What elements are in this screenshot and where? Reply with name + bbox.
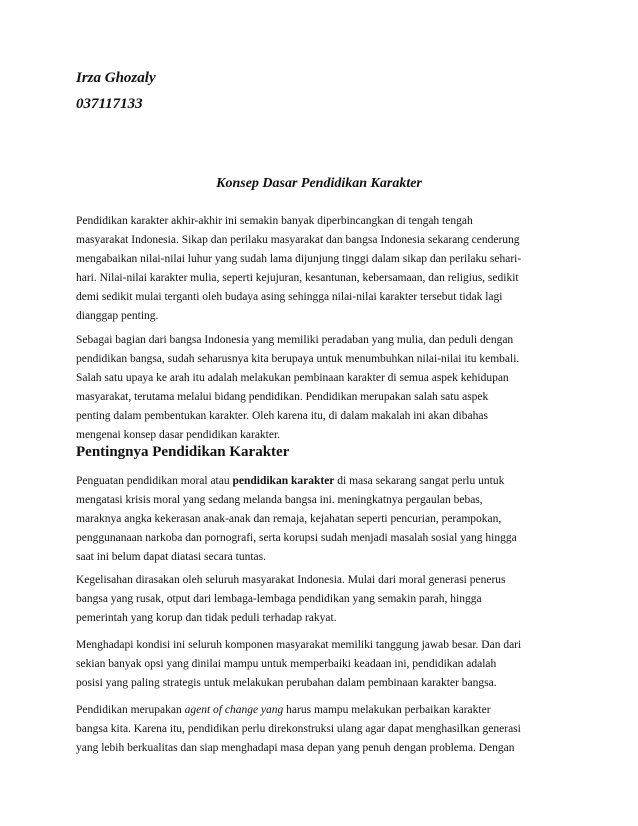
text-line: Kegelisahan dirasakan oleh seluruh masyarakat Indonesia. Mulai dari moral generasi penerus [76,574,506,586]
text-line: yang lebih berkualitas dan siap menghadapi masa depan yang penuh dengan problema. Dengan [76,742,515,754]
emphasis-italic: agent of change yang [184,704,284,716]
text-line: Pendidikan karakter akhir-akhir ini semakin banyak diperbincangkan di tengah tengah [76,215,473,227]
document-title: Konsep Dasar Pendidikan Karakter [216,176,422,191]
text-line: penggunanaan narkoba dan pornografi, serta korupsi sudah menjadi masalah sosial yang hingga [76,532,517,544]
text-line: posisi yang paling strategis untuk melakukan perubahan dalam pembinaan karakter bangsa. [76,677,497,689]
author-name: Irza Ghozaly [76,70,156,86]
text-fragment: Penguatan pendidikan moral atau [76,475,233,487]
text-line: masyarakat, terutama melalui bidang pendidikan. Pendidikan merupakan salah satu aspek [76,391,489,403]
text-line: mengenai konsep dasar pendidikan karakter. [76,429,281,441]
text-line: dianggap penting. [76,310,159,322]
text-line: bangsa yang rusak, otput dari lembaga-lembaga pendidikan yang semakin parah, hingga [76,593,482,605]
section-heading: Pentingnya Pendidikan Karakter [76,444,290,460]
text-fragment: di masa sekarang sangat perlu untuk [334,475,505,487]
text-line: pendidikan bangsa, sudah seharusnya kita berupaya untuk menumbuhkan nilai-nilai itu kembali. [76,353,520,365]
text-fragment: Pendidikan merupakan [76,704,185,716]
text-line [76,701,566,720]
text-line: Menghadapi kondisi ini seluruh komponen masyarakat memiliki tanggung jawab besar. Dan dari [76,639,522,651]
text-line: mengabaikan nilai-nilai luhur yang sudah lama dijunjung tinggi dalam sikap dan perilaku sehari- [76,253,522,265]
section-paragraph-3 [76,636,566,693]
text-line: mengatasi krisis moral yang sedang melanda bangsa ini. meningkatnya pergaulan bebas, [76,494,483,506]
emphasis-bold: pendidikan karakter [232,475,335,487]
text-fragment: harus mampu melakukan perbaikan karakter [283,704,491,716]
section-paragraph-1 [76,472,566,567]
text-line: pemerintah yang korup dan tidak peduli terhadap rakyat. [76,612,337,624]
text-line: sekian banyak opsi yang dinilai mampu untuk memperbaiki keadaan ini, pendidikan adalah [76,658,497,670]
text-line: saat ini belum dapat diatasi secara tuntas. [76,551,267,563]
text-line: hari. Nilai-nilai karakter mulia, seperti kejujuran, kesantunan, kebersamaan, dan religius, sedikit [76,272,519,284]
section-heading-block [76,442,566,462]
section-paragraph-2 [76,571,566,628]
text-line: Salah satu upaya ke arah itu adalah melakukan pembinaan karakter di semua aspek kehidupan [76,372,509,384]
text-line [76,472,566,491]
intro-paragraph-1 [76,212,566,326]
text-line: masyarakat Indonesia. Sikap dan perilaku masyarakat dan bangsa Indonesia sekarang cenderung [76,234,520,246]
text-line: penting dalam pembentukan karakter. Oleh karena itu, di dalam makalah ini akan dibahas [76,410,488,422]
intro-paragraph-2 [76,331,566,445]
section-paragraph-4 [76,701,566,758]
text-line: bangsa kita. Karena itu, pendidikan perlu direkonstruksi ulang agar dapat menghasilkan generasi [76,723,521,735]
author-student-id: 037117133 [76,96,143,112]
text-line: demi sedikit mulai terganti oleh budaya asing sehingga nilai-nilai karakter tersebut tidak lagi [76,291,503,303]
text-line: Sebagai bagian dari bangsa Indonesia yang memiliki peradaban yang mulia, dan peduli dengan [76,334,514,346]
text-line: maraknya angka kekerasan anak-anak dan remaja, kejahatan seperti pencurian, perampokan, [76,513,502,525]
